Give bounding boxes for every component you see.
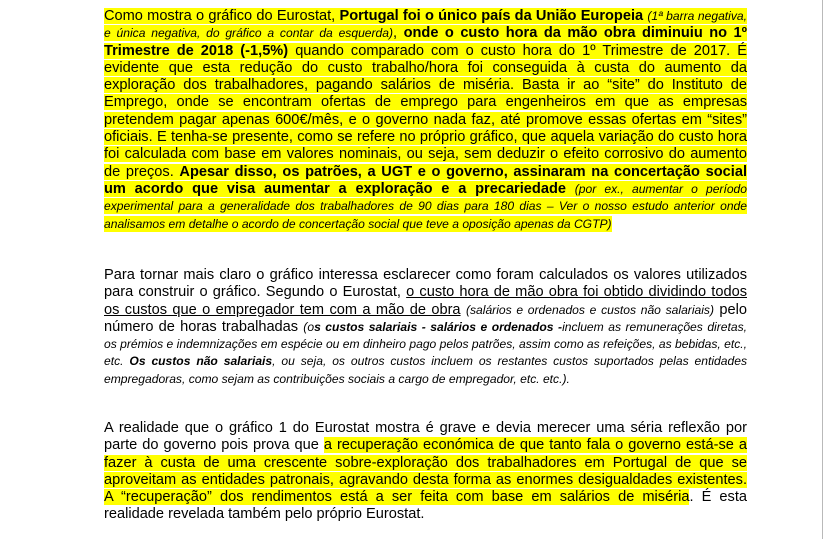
italic-note: (o <box>303 319 315 334</box>
highlighted-text: a recuperação económica de que tanto fala o governo está-se a fazer à custa de uma crescente sobre-exploração dos trabalhadores em Portugal de que se aproveitam as entidades patronais, agravando desta forma as enormes desigualdades existentes. A “recuperação” dos rendimentos está a ser feita com base em salários de miséria <box>104 437 747 506</box>
paragraph-portugal-labor-cost <box>104 8 747 233</box>
italic-note: incluem as remunerações diretas, os prémios e indemnizações em espécie ou em dinheiro pago pelos patrões, assim como as refeições, as bebidas, etc., etc. <box>104 319 747 369</box>
bold-text: Apesar disso, os patrões, a UGT e o governo, assinaram na concertação social um acordo que visa aumentar a exploração e a precariedade <box>104 163 747 197</box>
italic-note: (por ex., aumentar o período experimental para a generalidade dos trabalhadores de 90 dias para 180 dias – Ver o nosso estudo anterior onde analisamos em detalhe o acordo de concertação social que teve a oposição apenas da CGTP) <box>104 181 748 231</box>
bold-italic-text: s custos salariais - salários e ordenados - <box>314 319 563 334</box>
bold-italic-text: Os custos não salariais <box>129 354 273 369</box>
bold-text: Portugal foi o único país da União Europeia <box>339 8 644 24</box>
italic-note: (salários e ordenados e custos não salariais) <box>465 302 715 317</box>
text-run: quando comparado com o custo hora do 1º Trimestre de 2017. É evidente que esta redução do custo trabalho/hora foi conseguida à custa do aumento da exploração dos trabalhadores, pagando salários de miséria. Basta ir ao “site” do Instituto de Emprego, onde se encontram ofertas de emprego para engenheiros em que as empresas pretendem pagar apenas 600€/mês, e o governo nada faz, até promove essas ofertas em “sites” oficiais. E tenha-se presente, como se refere no próprio gráfico, que aquela variação do custo hora foi calculada com base em valores nominais, ou seja, sem deduzir o efeito corrosivo do aumento de preços. <box>104 42 747 180</box>
underlined-text: o custo hora de mão obra foi obtido dividindo todos os custos que o empregador tem com a mão de obra <box>104 284 747 318</box>
text-run: , <box>393 25 404 42</box>
highlighted-text <box>104 8 747 232</box>
bold-text: onde o custo hora da mão obra diminuiu no 1º Trimestre de 2018 (-1,5%) <box>104 25 747 59</box>
page-edge-line <box>822 0 823 539</box>
paragraph-cost-calculation <box>104 267 747 388</box>
paragraph-conclusion <box>104 420 747 524</box>
text-run: pelo número de horas trabalhadas <box>104 301 748 335</box>
text-run: Para tornar mais claro o gráfico interessa esclarecer como foram calculados os valores utilizados para construir o gráfico. Segundo o Eurostat, <box>104 267 747 301</box>
text-run: . É esta realidade revelada também pelo próprio Eurostat. <box>104 489 747 523</box>
text-run: Como mostra o gráfico do Eurostat, <box>104 8 340 24</box>
text-run: A realidade que o gráfico 1 do Eurostat mostra é grave e devia merecer uma séria reflexão por parte do governo pois prova que <box>104 420 747 454</box>
italic-note: , ou seja, os outros custos incluem os restantes custos suportados pelas entidades empregadoras, como sejam as contribuições sociais a cargo de empregador, etc. etc.). <box>104 354 747 386</box>
text-run <box>566 181 575 197</box>
italic-note: (1ª barra negativa, e única negativa, do gráfico a contar da esquerda) <box>104 9 747 41</box>
